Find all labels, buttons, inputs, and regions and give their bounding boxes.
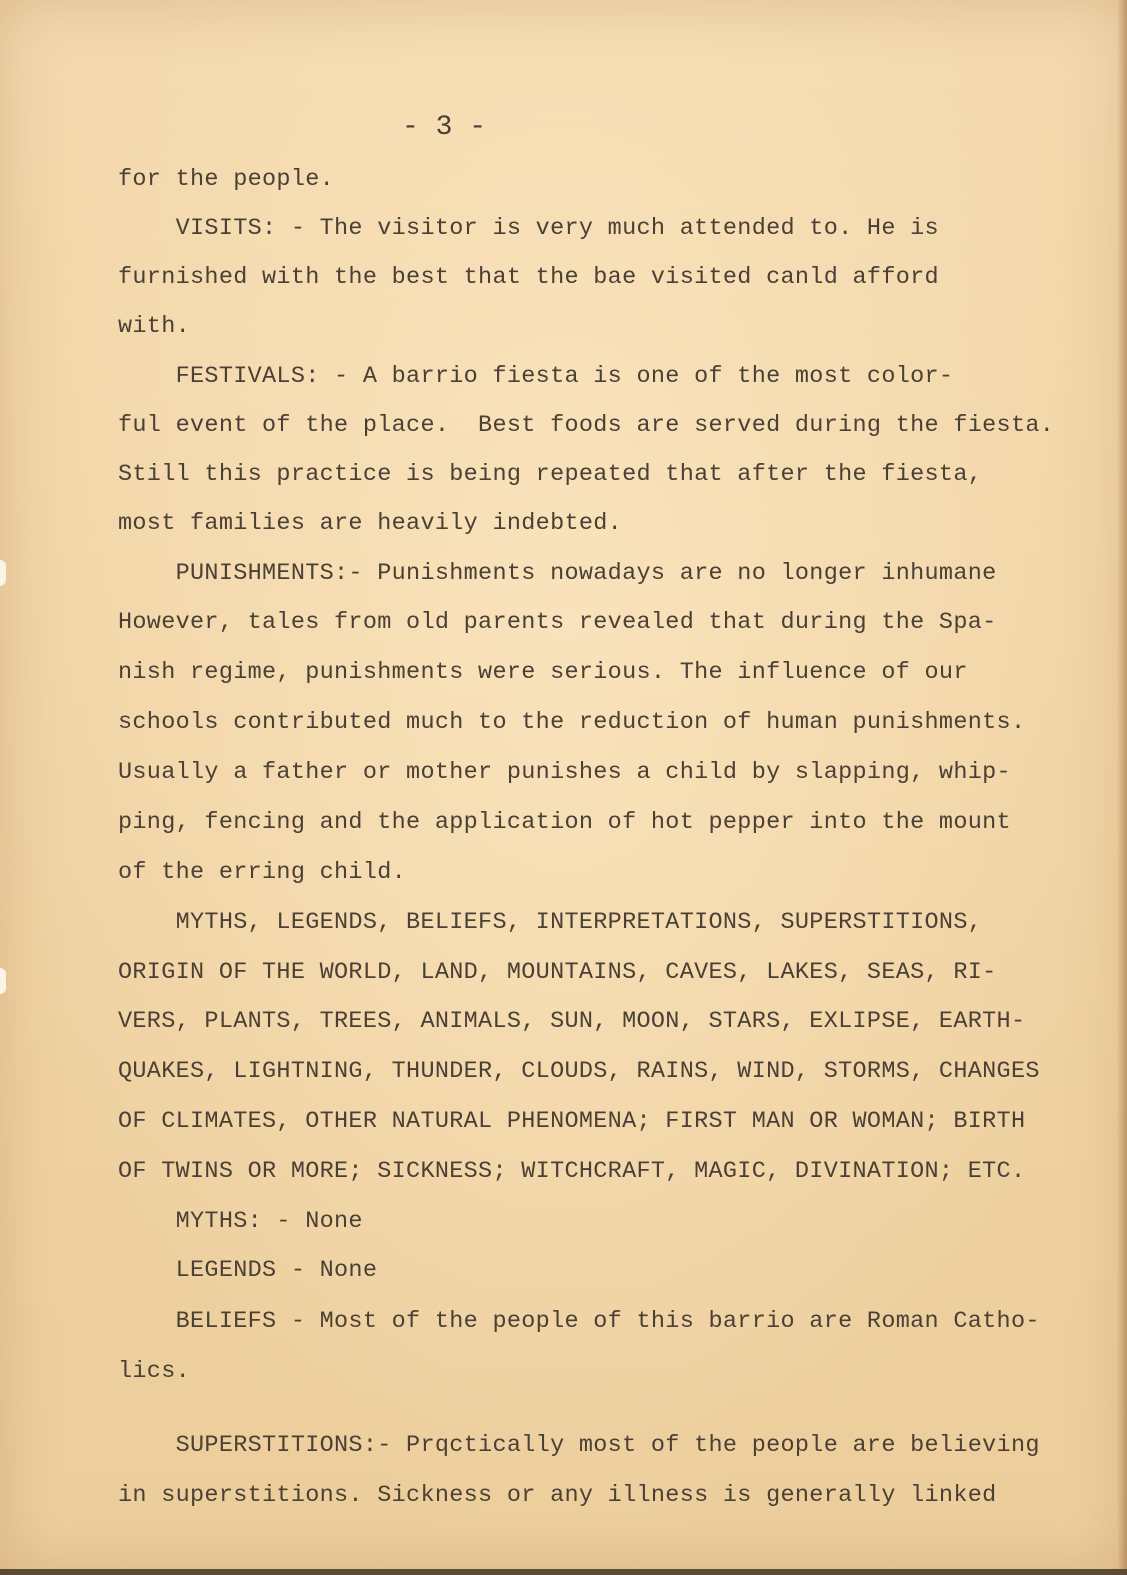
text-line: However, tales from old parents revealed that during the Spa- [118,609,997,636]
text-line: OF TWINS OR MORE; SICKNESS; WITCHCRAFT, MAGIC, DIVINATION; ETC. [118,1158,1026,1185]
binding-notch-lower [0,968,6,994]
text-line: Usually a father or mother punishes a child by slapping, whip- [118,759,1011,786]
text-line: most families are heavily indebted. [118,510,623,537]
text-line: nish regime, punishments were serious. The influence of our [118,659,968,686]
scan-bottom-border [0,1569,1127,1575]
text-line: VISITS: - The visitor is very much attended to. He is [118,215,939,242]
text-line: schools contributed much to the reduction of human punishments. [118,709,1026,736]
text-line: SUPERSTITIONS:- Prqctically most of the people are believing [118,1432,1040,1459]
text-line: ORIGIN OF THE WORLD, LAND, MOUNTAINS, CAVES, LAKES, SEAS, RI- [118,959,997,986]
paper-edge-shadow [1117,0,1127,1575]
page-number: - 3 - [402,112,487,143]
text-line: LEGENDS - None [118,1257,378,1284]
text-line: OF CLIMATES, OTHER NATURAL PHENOMENA; FIRST MAN OR WOMAN; BIRTH [118,1108,1026,1135]
text-line: QUAKES, LIGHTNING, THUNDER, CLOUDS, RAINS, WIND, STORMS, CHANGES [118,1058,1040,1085]
text-line: furnished with the best that the bae visited canld afford [118,264,939,291]
text-line: VERS, PLANTS, TREES, ANIMALS, SUN, MOON, STARS, EXLIPSE, EARTH- [118,1008,1026,1035]
text-line: MYTHS, LEGENDS, BELIEFS, INTERPRETATIONS, SUPERSTITIONS, [118,909,983,936]
text-line: lics. [118,1358,191,1385]
text-line: ful event of the place. Best foods are served during the fiesta. [118,412,1055,439]
text-line: FESTIVALS: - A barrio fiesta is one of the most color- [118,363,954,390]
text-line: BELIEFS - Most of the people of this barrio are Roman Catho- [118,1308,1040,1335]
text-line: in superstitions. Sickness or any illness is generally linked [118,1482,997,1509]
text-line: MYTHS: - None [118,1208,363,1235]
text-line: PUNISHMENTS:- Punishments nowadays are no longer inhumane [118,560,997,587]
text-line: with. [118,313,191,340]
text-line: Still this practice is being repeated that after the fiesta, [118,461,983,488]
binding-notch-upper [0,560,6,586]
text-line: of the erring child. [118,859,407,886]
text-line: for the people. [118,166,335,193]
text-line: ping, fencing and the application of hot pepper into the mount [118,809,1011,836]
